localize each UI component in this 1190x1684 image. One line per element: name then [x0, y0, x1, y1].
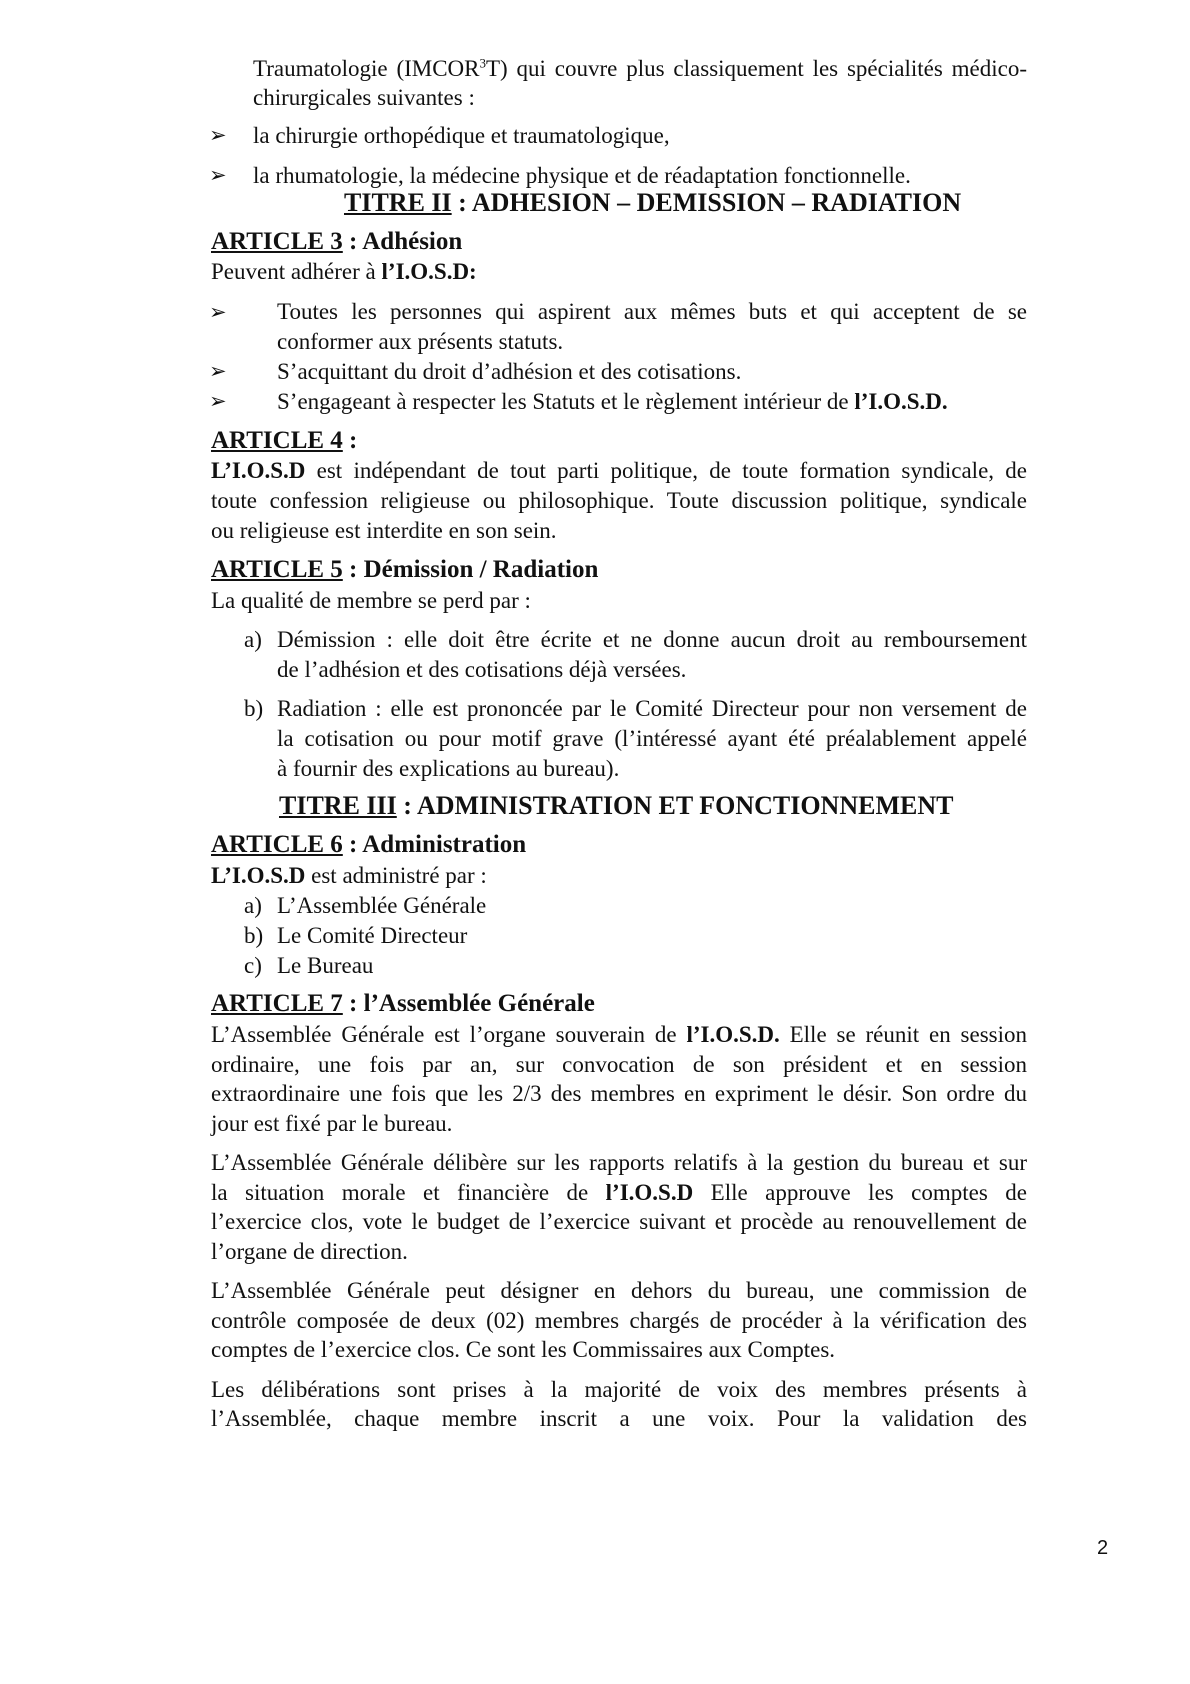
article-7-p1-line-1: L’Assemblée Générale est l’organe souverain de l’I.O.S.D. Elle se réunit en session: [211, 1022, 1027, 1047]
article-6-marker: a): [244, 893, 262, 918]
titre-2-heading: TITRE II : ADHESION – DEMISSION – RADIATION: [344, 188, 962, 217]
article-5-marker-b: b): [244, 696, 264, 721]
intro-bullet-1: la chirurgie orthopédique et traumatologique,: [253, 123, 670, 148]
article-5-item-b-line-2: la cotisation ou pour motif grave (l’intéressé ayant été préalablement appelé: [277, 726, 1027, 751]
article-6-item: Le Comité Directeur: [277, 923, 468, 948]
article-7-p4-line-1: Les délibérations sont prises à la majorité de voix des membres présents à: [211, 1377, 1027, 1402]
article-7-p2-line-2: la situation morale et financière de l’I.O.S.D Elle approuve les comptes de: [211, 1180, 1027, 1205]
article-6-marker: c): [244, 953, 262, 978]
arrow-bullet-icon: ➢: [209, 123, 227, 147]
article-5-intro: La qualité de membre se perd par :: [211, 588, 531, 613]
arrow-bullet-icon: ➢: [209, 389, 227, 413]
article-4-line-2: toute confession religieuse ou philosophique. Toute discussion politique, syndicale: [211, 488, 1027, 513]
arrow-bullet-icon: ➢: [209, 359, 227, 383]
article-7-p1-line-4: jour est fixé par le bureau.: [211, 1111, 453, 1136]
article-7-p4-line-2: l’Assemblée, chaque membre inscrit a une voix. Pour la validation des: [211, 1406, 1027, 1431]
article-5-item-a-line-2: de l’adhésion et des cotisations déjà versées.: [277, 657, 687, 682]
article-7-p1-line-3: extraordinaire une fois que les 2/3 des membres en expriment le désir. Son ordre du: [211, 1081, 1027, 1106]
article-3-intro: Peuvent adhérer à l’I.O.S.D:: [211, 259, 477, 284]
article-7-p2-line-3: l’exercice clos, vote le budget de l’exercice suivant et procède au renouvellement de: [211, 1209, 1027, 1234]
article-7-heading: ARTICLE 7 : l’Assemblée Générale: [211, 990, 595, 1017]
article-3-item-1-line-1: Toutes les personnes qui aspirent aux mêmes buts et qui acceptent de se: [277, 299, 1027, 324]
article-3-item-3: S’engageant à respecter les Statuts et le règlement intérieur de l’I.O.S.D.: [277, 389, 948, 414]
article-5-item-b-line-3: à fournir des explications au bureau).: [277, 756, 620, 781]
article-4-line-3: ou religieuse est interdite en son sein.: [211, 518, 557, 543]
article-3-item-2: S’acquittant du droit d’adhésion et des cotisations.: [277, 359, 742, 384]
page-number: 2: [1097, 1537, 1109, 1559]
article-6-intro: L’I.O.S.D est administré par :: [211, 863, 487, 888]
arrow-bullet-icon: ➢: [209, 300, 227, 324]
article-7-p2-line-4: l’organe de direction.: [211, 1239, 408, 1264]
arrow-bullet-icon: ➢: [209, 163, 227, 187]
intro-bullet-2: la rhumatologie, la médecine physique et de réadaptation fonctionnelle.: [253, 163, 911, 188]
article-3-heading: ARTICLE 3 : Adhésion: [211, 228, 463, 255]
article-6-heading: ARTICLE 6 : Administration: [211, 831, 527, 858]
article-7-p3-line-2: contrôle composée de deux (02) membres chargés de procéder à la vérification des: [211, 1308, 1027, 1333]
article-7-p3-line-1: L’Assemblée Générale peut désigner en dehors du bureau, une commission de: [211, 1278, 1027, 1303]
article-7-p1-line-2: ordinaire, une fois par an, sur convocation de son président et en session: [211, 1052, 1027, 1077]
article-6-marker: b): [244, 923, 264, 948]
article-3-item-1-line-2: conformer aux présents statuts.: [277, 329, 564, 354]
article-4-line-1: L’I.O.S.D est indépendant de tout parti politique, de toute formation syndicale, de: [211, 458, 1027, 483]
article-5-marker-a: a): [244, 627, 262, 652]
article-5-heading: ARTICLE 5 : Démission / Radiation: [211, 556, 599, 583]
intro-line-2: chirurgicales suivantes :: [253, 85, 475, 110]
article-6-item: Le Bureau: [277, 953, 374, 978]
article-5-item-a-line-1: Démission : elle doit être écrite et ne donne aucun droit au remboursement: [277, 627, 1027, 652]
intro-line-1: Traumatologie (IMCOR$^3$T) qui couvre plus classiquement les spécialités médico-: [253, 55, 1027, 81]
article-7-p2-line-1: L’Assemblée Générale délibère sur les rapports relatifs à la gestion du bureau et sur: [211, 1150, 1027, 1175]
article-7-p3-line-3: comptes de l’exercice clos. Ce sont les Commissaires aux Comptes.: [211, 1337, 836, 1362]
article-4-heading: ARTICLE 4 :: [211, 427, 358, 454]
titre-3-heading: TITRE III : ADMINISTRATION ET FONCTIONNEMENT: [279, 791, 954, 820]
article-6-item: L’Assemblée Générale: [277, 893, 487, 918]
article-5-item-b-line-1: Radiation : elle est prononcée par le Comité Directeur pour non versement de: [277, 696, 1027, 721]
